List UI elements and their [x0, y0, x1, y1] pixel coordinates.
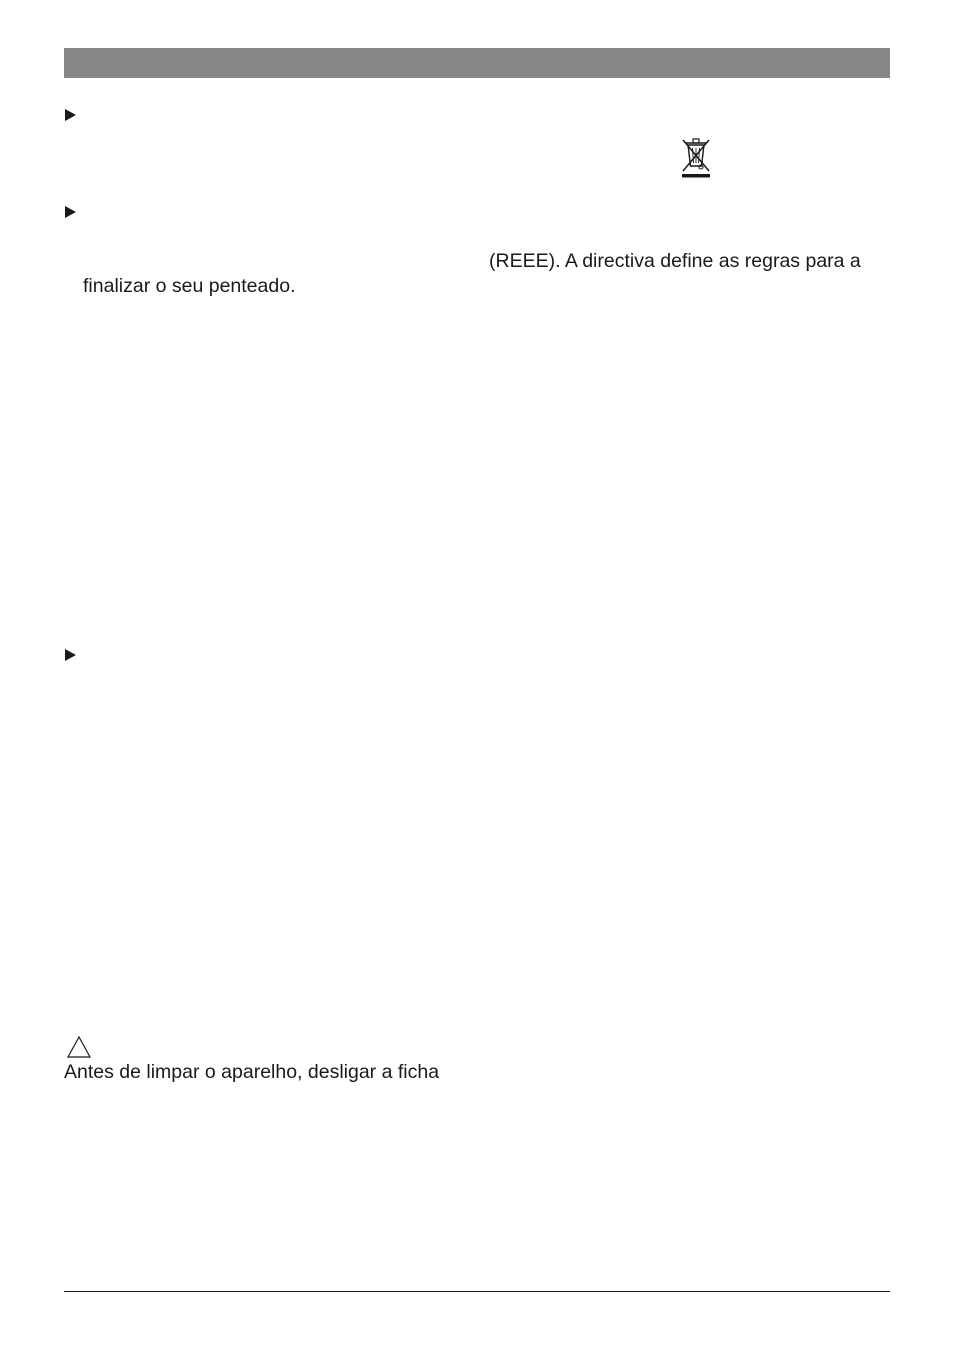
warning-text: Antes de limpar o aparelho, desligar a ficha	[64, 1061, 440, 1083]
footer-rule	[64, 1291, 890, 1292]
right-column-text-line: (REEE). A directiva define as regras para a	[489, 250, 861, 272]
warning-triangle-icon	[66, 1035, 92, 1059]
triangle-bullet-icon	[65, 206, 76, 218]
header-bar	[64, 48, 890, 78]
triangle-bullet-icon	[65, 649, 76, 661]
crossed-out-wheelie-bin-icon	[678, 136, 714, 180]
left-column-text-line: finalizar o seu penteado.	[83, 275, 296, 297]
triangle-bullet-icon	[65, 109, 76, 121]
